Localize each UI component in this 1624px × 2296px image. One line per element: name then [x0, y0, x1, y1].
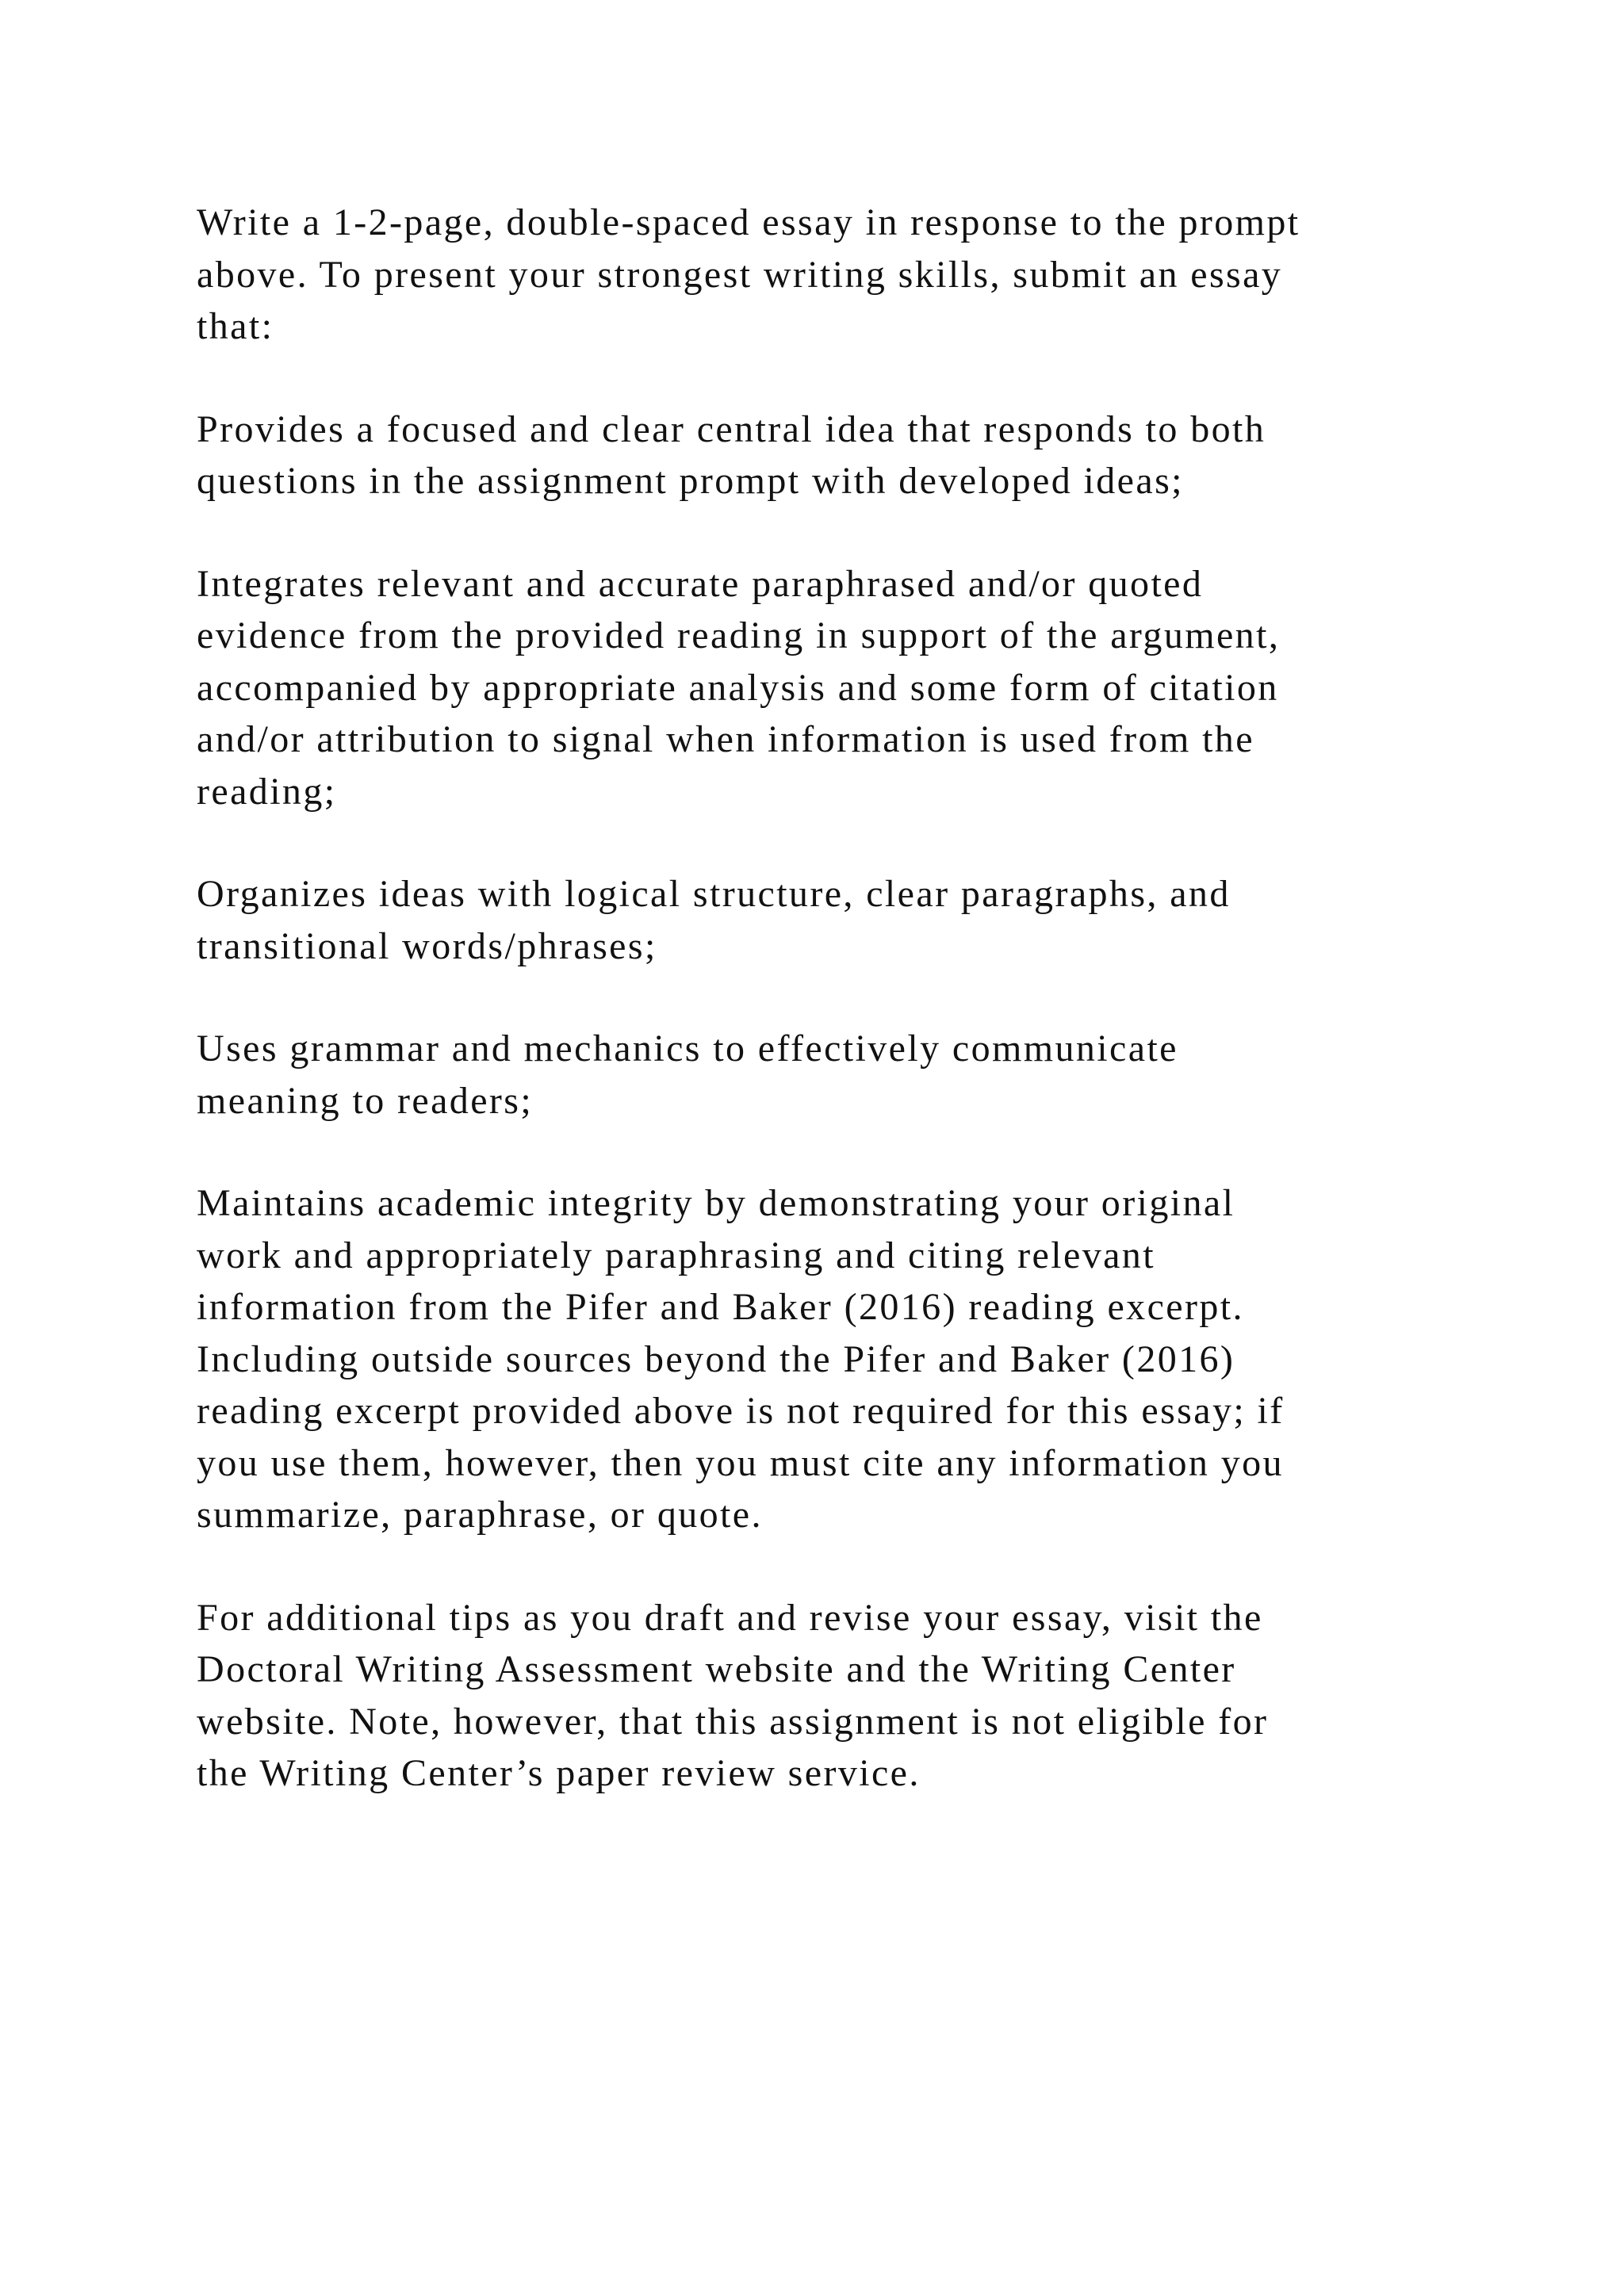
paragraph-additional-tips	[197, 1592, 1497, 1800]
text-line: Integrates relevant and accurate paraphrased and/or quoted	[197, 562, 1204, 605]
text-line: Write a 1-2-page, double-spaced essay in response to the prompt	[197, 201, 1300, 243]
paragraph-intro	[197, 197, 1497, 353]
paragraph-central-idea	[197, 404, 1497, 507]
text-line: meaning to readers;	[197, 1079, 534, 1122]
paragraph-grammar	[197, 1023, 1497, 1127]
text-line: evidence from the provided reading in support of the argument,	[197, 614, 1281, 656]
text-line: accompanied by appropriate analysis and some form of citation	[197, 666, 1279, 709]
text-line: above. To present your strongest writing skills, submit an essay	[197, 253, 1283, 296]
text-line: Provides a focused and clear central idea that responds to both	[197, 408, 1266, 450]
paragraph-integrity	[197, 1177, 1497, 1541]
text-line: website. Note, however, that this assignment is not eligible for	[197, 1700, 1269, 1743]
text-line: questions in the assignment prompt with developed ideas;	[197, 460, 1184, 502]
text-line: summarize, paraphrase, or quote.	[197, 1494, 763, 1536]
text-line: the Writing Center’s paper review service.	[197, 1752, 921, 1794]
text-line: Maintains academic integrity by demonstrating your original	[197, 1182, 1235, 1224]
text-line: and/or attribution to signal when information is used from the	[197, 718, 1254, 760]
text-line: transitional words/phrases;	[197, 924, 657, 967]
document-body	[197, 197, 1497, 1850]
text-line: For additional tips as you draft and revise your essay, visit the	[197, 1596, 1263, 1639]
text-line: Including outside sources beyond the Pifer and Baker (2016)	[197, 1337, 1235, 1380]
text-line: Uses grammar and mechanics to effectively communicate	[197, 1027, 1178, 1070]
text-line: that:	[197, 305, 274, 347]
text-line: Doctoral Writing Assessment website and the Writing Center	[197, 1648, 1236, 1690]
text-line: reading excerpt provided above is not required for this essay; if	[197, 1390, 1285, 1432]
paragraph-evidence	[197, 558, 1497, 818]
text-line: Organizes ideas with logical structure, clear paragraphs, and	[197, 873, 1231, 915]
text-line: work and appropriately paraphrasing and citing relevant	[197, 1234, 1155, 1276]
text-line: information from the Pifer and Baker (2016) reading excerpt.	[197, 1286, 1244, 1328]
text-line: you use them, however, then you must cite any information you	[197, 1441, 1284, 1484]
text-line: reading;	[197, 770, 337, 813]
paragraph-organization	[197, 868, 1497, 972]
